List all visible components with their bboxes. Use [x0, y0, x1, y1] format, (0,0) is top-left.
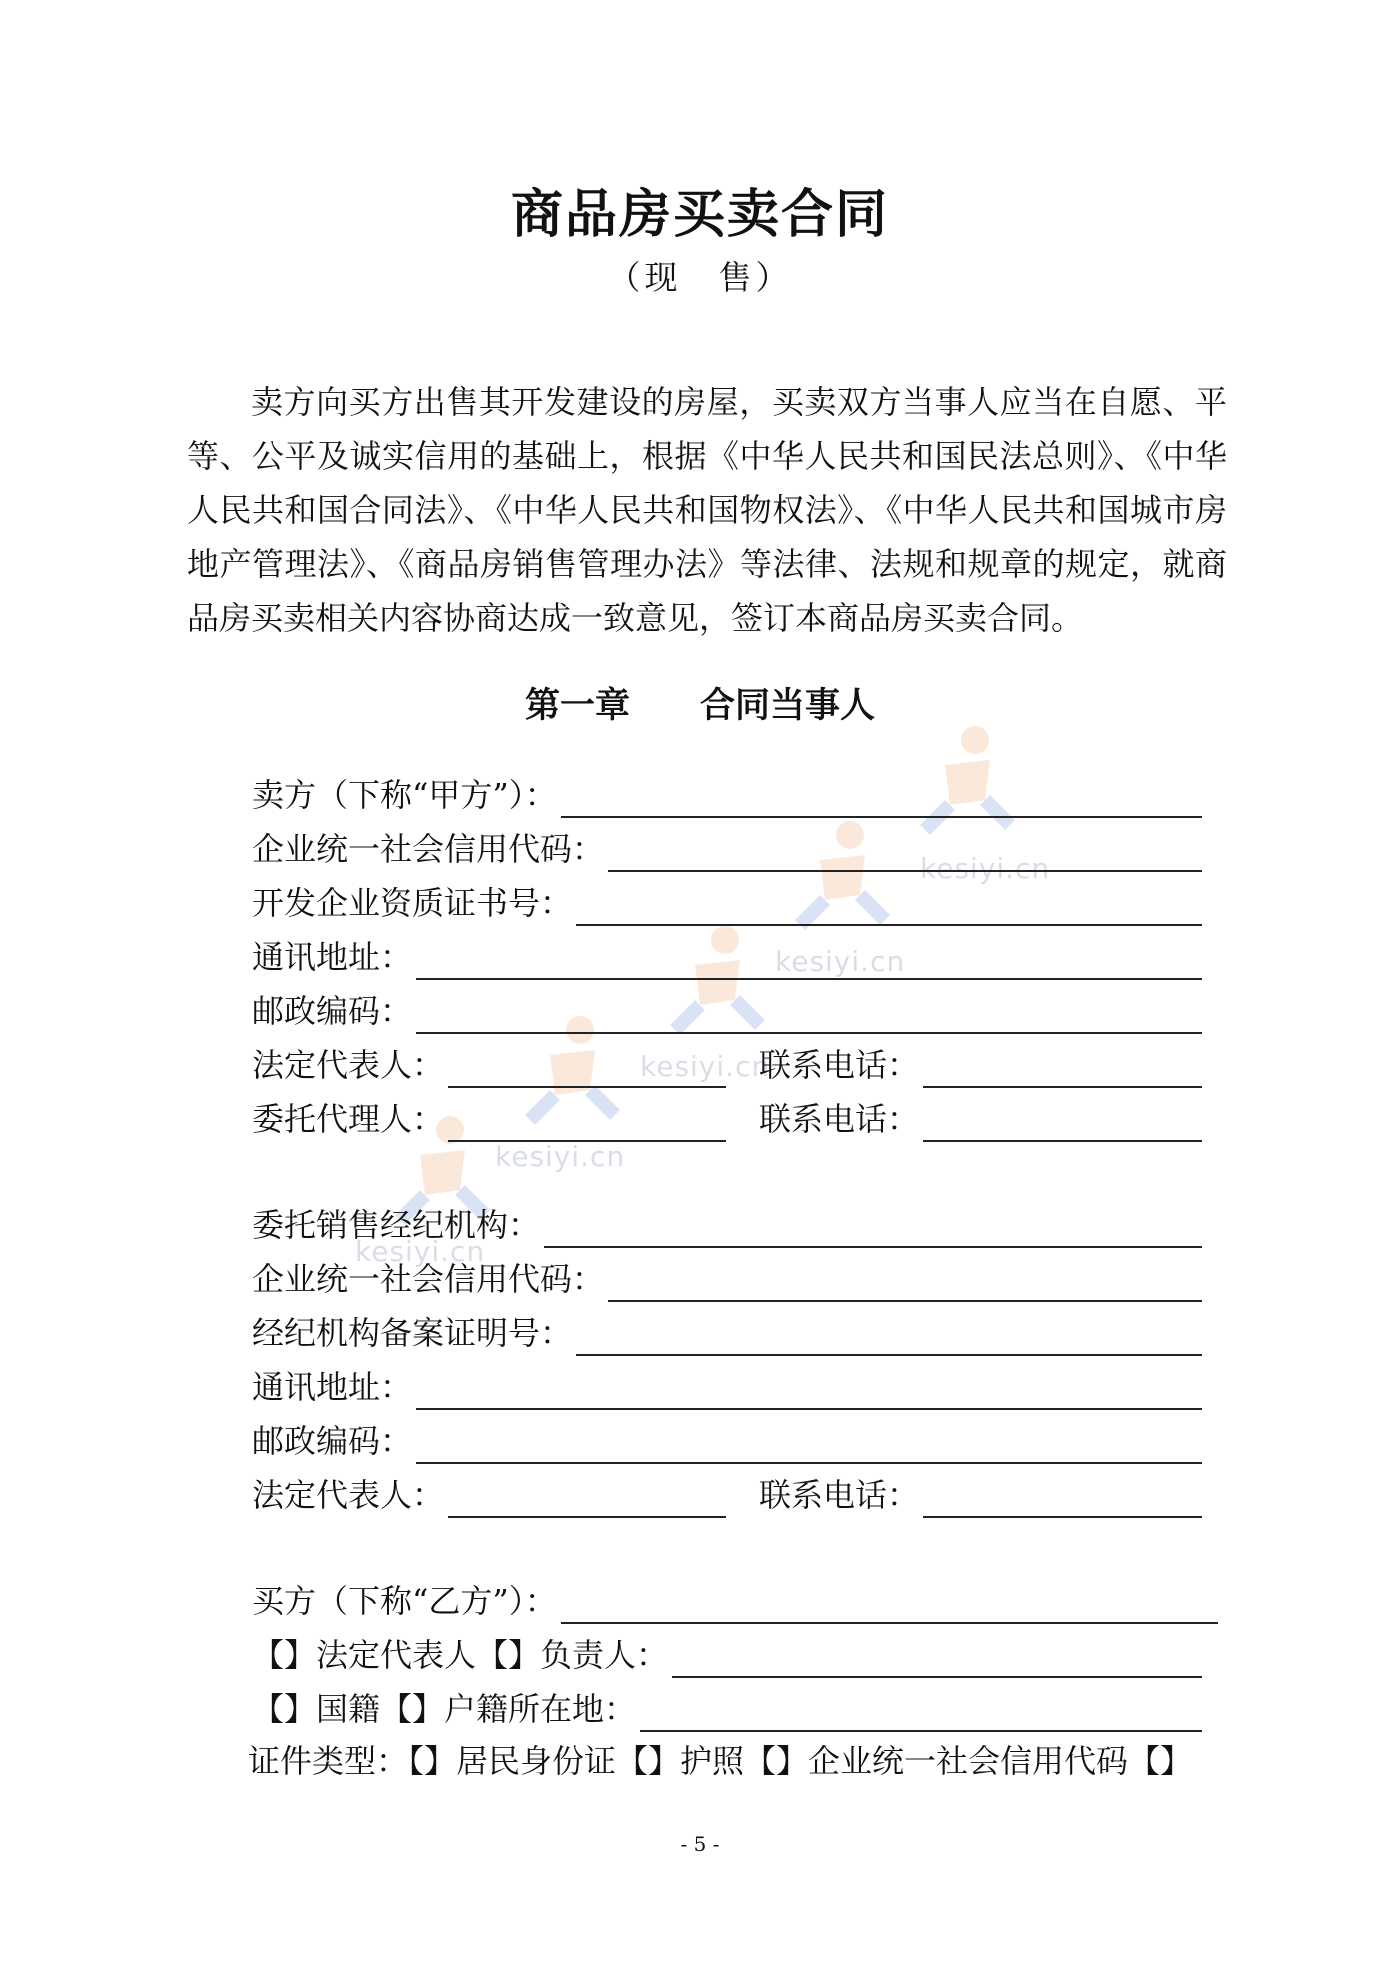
- seller-legal-rep-row: [252, 1042, 1202, 1088]
- blank-line[interactable]: [544, 1210, 1202, 1248]
- field-label: 通讯地址：: [252, 938, 413, 976]
- buyer-name-field[interactable]: [252, 1578, 1218, 1624]
- field-label: 企业统一社会信用代码：: [252, 830, 605, 868]
- seller-phone-field[interactable]: [759, 1042, 1202, 1088]
- broker-credit-code-field[interactable]: [252, 1256, 1202, 1302]
- blank-line[interactable]: [448, 1104, 726, 1142]
- watermark-text: kesiyi.cn: [775, 945, 906, 978]
- field-label: 委托销售经纪机构：: [252, 1206, 541, 1244]
- blank-line[interactable]: [448, 1480, 726, 1518]
- blank-line[interactable]: [923, 1480, 1202, 1518]
- blank-line[interactable]: [672, 1640, 1202, 1678]
- watermark-text: kesiyi.cn: [355, 1235, 486, 1268]
- broker-record-field[interactable]: [252, 1310, 1202, 1356]
- broker-name-field[interactable]: [252, 1202, 1202, 1248]
- blank-line[interactable]: [416, 1372, 1202, 1410]
- blank-line[interactable]: [561, 1586, 1218, 1624]
- field-label: 邮政编码：: [252, 1422, 413, 1460]
- seller-agent-phone-field[interactable]: [759, 1096, 1202, 1142]
- blank-line[interactable]: [576, 1318, 1202, 1356]
- blank-line[interactable]: [416, 942, 1202, 980]
- blank-line[interactable]: [576, 888, 1202, 926]
- blank-line[interactable]: [608, 1264, 1202, 1302]
- seller-credit-code-field[interactable]: [252, 826, 1202, 872]
- seller-legal-rep-field[interactable]: [252, 1042, 727, 1088]
- blank-line[interactable]: [561, 780, 1202, 818]
- blank-line[interactable]: [416, 1426, 1202, 1464]
- field-label: 联系电话：: [759, 1100, 920, 1138]
- seller-name-field[interactable]: [252, 772, 1202, 818]
- blank-line[interactable]: [448, 1050, 726, 1088]
- page-subtitle: （现 售）: [607, 258, 793, 297]
- field-label: 法定代表人：: [252, 1046, 445, 1084]
- field-label: 开发企业资质证书号：: [252, 884, 573, 922]
- broker-address-field[interactable]: [252, 1364, 1202, 1410]
- watermark-text: kesiyi.cn: [640, 1050, 771, 1083]
- intro-paragraph: 卖方向买方出售其开发建设的房屋，买卖双方当事人应当在自愿、平等、公平及诚实信用的基础上，根据《中华人民共和国民法总则》、《中华人民共和国合同法》、《中华人民共和国物权法》、《中华人民共和国城市房地产管理法》、《商品房销售管理办法》等法律、法规和规章的规定，就商品房买卖相关内容协商达成一致意见，签订本商品房买卖合同。: [187, 383, 1227, 637]
- seller-address-field[interactable]: [252, 934, 1202, 980]
- field-label: 法定代表人：: [252, 1476, 445, 1514]
- broker-postcode-field[interactable]: [252, 1418, 1202, 1464]
- buyer-id-type-line: 证件类型：【】居民身份证【】护照【】企业统一社会信用代码【】: [248, 1742, 1193, 1780]
- seller-agent-row: [252, 1096, 1202, 1142]
- field-label: 联系电话：: [759, 1476, 920, 1514]
- field-label: 企业统一社会信用代码：: [252, 1260, 605, 1298]
- broker-phone-field[interactable]: [759, 1472, 1202, 1518]
- blank-line[interactable]: [416, 996, 1202, 1034]
- field-label: 委托代理人：: [252, 1100, 445, 1138]
- watermark-text: kesiyi.cn: [920, 852, 1051, 885]
- broker-legal-rep-field[interactable]: [252, 1472, 727, 1518]
- blank-line[interactable]: [608, 834, 1202, 872]
- field-label: 通讯地址：: [252, 1368, 413, 1406]
- blank-line[interactable]: [640, 1694, 1202, 1732]
- page-number: - 5 -: [680, 1832, 720, 1856]
- watermark-text: kesiyi.cn: [495, 1140, 626, 1173]
- field-label: 买方（下称“乙方”）：: [252, 1582, 557, 1620]
- page-title: 商品房买卖合同: [510, 185, 889, 245]
- field-label: 【】国籍【】户籍所在地：: [252, 1690, 637, 1728]
- seller-qualification-field[interactable]: [252, 880, 1202, 926]
- seller-agent-field[interactable]: [252, 1096, 727, 1142]
- blank-line[interactable]: [923, 1104, 1202, 1142]
- field-label: 【】法定代表人【】负责人：: [252, 1636, 669, 1674]
- broker-legal-rep-row: [252, 1472, 1202, 1518]
- seller-postcode-field[interactable]: [252, 988, 1202, 1034]
- buyer-nationality-field[interactable]: [252, 1686, 1202, 1732]
- field-label: 联系电话：: [759, 1046, 920, 1084]
- chapter-heading: 第一章 合同当事人: [524, 686, 875, 726]
- field-label: 卖方（下称“甲方”）：: [252, 776, 557, 814]
- field-label: 经纪机构备案证明号：: [252, 1314, 573, 1352]
- field-label: 邮政编码：: [252, 992, 413, 1030]
- blank-line[interactable]: [923, 1050, 1202, 1088]
- buyer-rep-field[interactable]: [252, 1632, 1202, 1678]
